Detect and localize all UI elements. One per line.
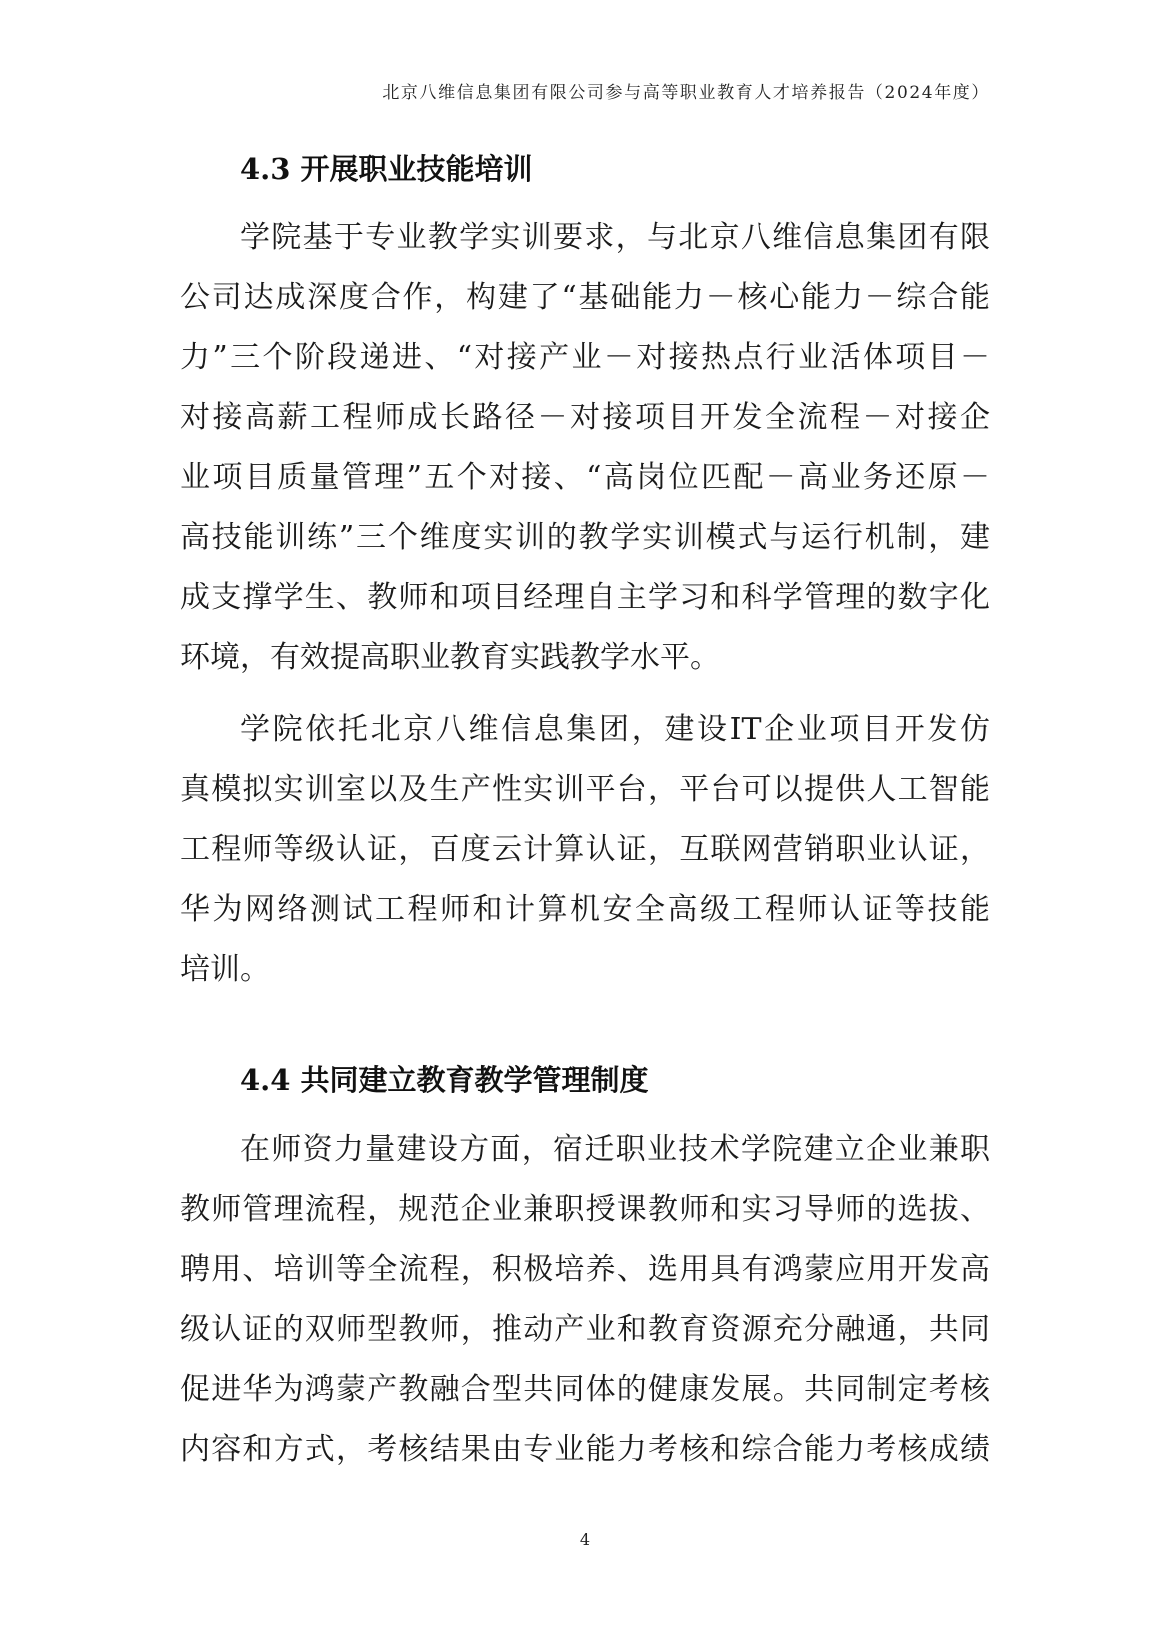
paragraph-line: 对接高薪工程师成长路径－对接项目开发全流程－对接企 [180,400,990,435]
paragraph-line: 培训。 [180,952,270,987]
paragraph-line: 力”三个阶段递进、“对接产业－对接热点行业活体项目－ [180,340,990,375]
section-heading-4-4: 4.4 共同建立教育教学管理制度 [240,1063,649,1097]
running-header: 北京八维信息集团有限公司参与高等职业教育人才培养报告（2024年度） [382,83,990,103]
paragraph-line: 环境，有效提高职业教育实践教学水平。 [180,640,720,675]
paragraph-line: 成支撑学生、教师和项目经理自主学习和科学管理的数字化 [180,580,990,615]
paragraph-line: 级认证的双师型教师，推动产业和教育资源充分融通，共同 [180,1312,990,1347]
paragraph-line: 学院基于专业教学实训要求，与北京八维信息集团有限 [240,220,990,255]
paragraph-line: 高技能训练”三个维度实训的教学实训模式与运行机制，建 [180,520,990,555]
page-number: 4 [579,1530,591,1549]
paragraph-line: 聘用、培训等全流程，积极培养、选用具有鸿蒙应用开发高 [180,1252,990,1287]
paragraph-line: 教师管理流程，规范企业兼职授课教师和实习导师的选拔、 [180,1192,990,1227]
paragraph-line: 公司达成深度合作，构建了“基础能力－核心能力－综合能 [180,280,990,315]
paragraph-line: 促进华为鸿蒙产教融合型共同体的健康发展。共同制定考核 [180,1372,990,1407]
paragraph-line: 工程师等级认证，百度云计算认证，互联网营销职业认证， [180,832,990,867]
paragraph-line: 业项目质量管理”五个对接、“高岗位匹配－高业务还原－ [180,460,990,495]
section-heading-4-3: 4.3 开展职业技能培训 [240,152,533,186]
paragraph-line: 真模拟实训室以及生产性实训平台，平台可以提供人工智能 [180,772,990,807]
paragraph-line: 在师资力量建设方面，宿迁职业技术学院建立企业兼职 [240,1132,990,1167]
paragraph-line: 学院依托北京八维信息集团，建设IT企业项目开发仿 [240,712,990,747]
paragraph-line: 华为网络测试工程师和计算机安全高级工程师认证等技能 [180,892,990,927]
paragraph-line: 内容和方式，考核结果由专业能力考核和综合能力考核成绩 [180,1432,990,1467]
